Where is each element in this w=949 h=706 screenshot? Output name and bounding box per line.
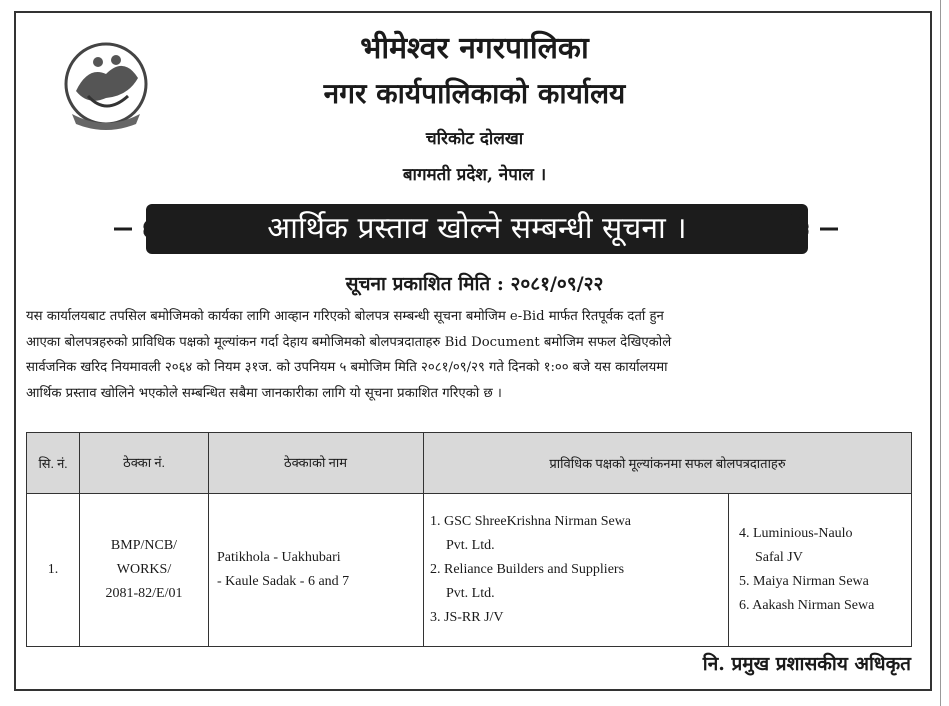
published-date: सूचना प्रकाशित मिति : २०८१/०९/२२ <box>345 273 604 295</box>
contract-no-part: BMP/NCB/ <box>110 538 178 553</box>
signatory: नि. प्रमुख प्रशासकीय अधिकृत <box>702 653 911 675</box>
cell-sn: 1. <box>27 494 80 647</box>
body-line: सार्वजनिक खरिद नियमावली २०६४ को नियम ३१ज. को उपनियम ५ बमोजिम मिति २०८१/०९/२९ गते दिनको १:०० बजे यस कार्यालयमा <box>26 360 668 375</box>
col-header-bidders: प्राविधिक पक्षको मूल्यांकनमा सफल बोलपत्रदाताहरु <box>424 433 912 494</box>
bidder-line: Safal JV <box>755 550 803 565</box>
province-line: बागमती प्रदेश, नेपाल । <box>402 165 547 185</box>
right-swash-icon <box>790 212 842 246</box>
table-header-row <box>27 433 912 494</box>
contract-no-part: WORKS/ <box>116 562 172 577</box>
body-line: आएका बोलपत्रहरुको प्राविधिक पक्षको मूल्यांकन गर्दा देहाय बमोजिमको बोलपत्रदाताहरु Bid Document बमोजिम सफल देखिएकोले <box>26 334 672 350</box>
contract-name-line: Patikhola - Uakhubari <box>217 550 341 565</box>
table-row <box>27 494 912 647</box>
bidders-table <box>26 432 912 647</box>
col-header-contract-name: ठेक्काको नाम <box>209 433 424 494</box>
office-name: नगर कार्यपालिकाको कार्यालय <box>323 77 626 110</box>
contract-name-line: - Kaule Sadak - 6 and 7 <box>217 574 350 589</box>
bidder-line: 2. Reliance Builders and Suppliers <box>430 562 625 577</box>
bidder-line: Pvt. Ltd. <box>446 538 495 553</box>
office-location: चरिकोट दोलखा <box>425 129 524 149</box>
bidder-line: Pvt. Ltd. <box>446 586 495 601</box>
notice-body <box>26 304 931 406</box>
cell-bidders-right <box>729 494 912 647</box>
body-line: यस कार्यालयबाट तपसिल बमोजिमको कार्यका लागि आव्हान गरिएको बोलपत्र सम्बन्धी सूचना बमोजिम e-Bid मार्फत रितपूर्वक दर्ता हुन <box>26 309 664 324</box>
contract-no-part: 2081-82/E/01 <box>105 586 183 601</box>
bidder-line: 4. Luminious-Naulo <box>739 526 853 541</box>
cell-contract-name <box>209 494 424 647</box>
col-header-contract-no: ठेक्का नं. <box>80 433 209 494</box>
body-line: आर्थिक प्रस्ताव खोलिने भएकोले सम्बन्धित सबैमा जानकारीका लागि यो सूचना प्रकाशित गरिएको छ । <box>26 385 502 401</box>
municipality-name: भीमेश्वर नगरपालिका <box>360 31 589 66</box>
col-header-sn: सि. नं. <box>27 433 80 494</box>
bidder-line: 5. Maiya Nirman Sewa <box>739 574 869 589</box>
notice-title: आर्थिक प्रस्ताव खोल्ने सम्बन्धी सूचना । <box>146 204 808 254</box>
bidder-line: 1. GSC ShreeKrishna Nirman Sewa <box>430 514 632 529</box>
bidder-line: 3. JS-RR J/V <box>430 610 504 625</box>
cell-bidders-left <box>424 494 729 647</box>
cell-contract-no <box>80 494 209 647</box>
bidder-line: 6. Aakash Nirman Sewa <box>739 598 875 613</box>
